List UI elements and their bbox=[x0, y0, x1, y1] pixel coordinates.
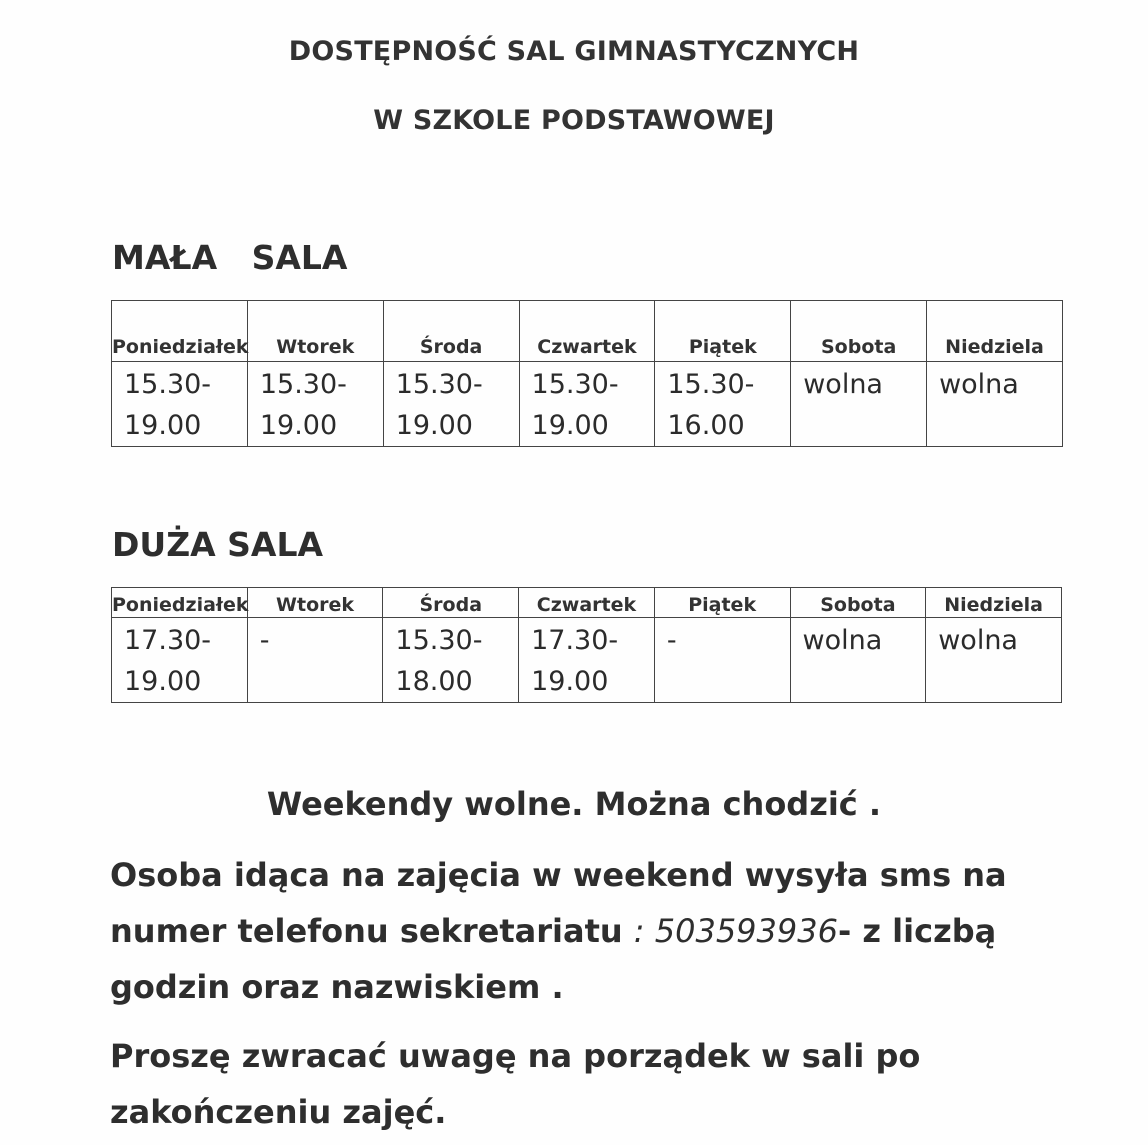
hours-value: wolna bbox=[802, 625, 883, 656]
hours-cell bbox=[519, 362, 655, 447]
hours-value: 15.30- 18.00 bbox=[395, 625, 483, 697]
sms-instruction-text-end: - z liczbą godzin oraz nazwiskiem . bbox=[110, 912, 997, 1006]
page-title: DOSTĘPNOŚĆ SAL GIMNASTYCZNYCH bbox=[288, 36, 860, 67]
table-header-row bbox=[112, 301, 1063, 362]
hours-cell bbox=[383, 362, 519, 447]
hours-value: 17.30- 19.00 bbox=[531, 625, 619, 697]
day-header: Sobota bbox=[790, 588, 926, 618]
order-note: Proszę zwracać uwagę na porządek w sali po zakończeniu zajęć. bbox=[110, 1037, 921, 1131]
phone-number: : 503593936 bbox=[633, 912, 838, 950]
day-header: Niedziela bbox=[926, 588, 1062, 618]
hours-cell bbox=[247, 362, 383, 447]
table-row bbox=[112, 618, 1062, 703]
weekend-note: Weekendy wolne. Można chodzić . bbox=[266, 785, 882, 823]
hours-value: - bbox=[259, 625, 270, 656]
hours-cell bbox=[112, 362, 248, 447]
day-header: Sobota bbox=[791, 301, 927, 362]
hours-value: 15.30- 19.00 bbox=[531, 369, 619, 441]
hours-cell bbox=[519, 618, 655, 703]
day-header: Piątek bbox=[655, 301, 791, 362]
hours-cell bbox=[791, 362, 927, 447]
day-header: Czwartek bbox=[519, 301, 655, 362]
large-hall-schedule-table bbox=[111, 587, 1062, 703]
sms-instruction bbox=[110, 847, 1120, 1015]
hours-value: wolna bbox=[938, 625, 1018, 656]
hours-cell bbox=[655, 362, 791, 447]
hours-value: wolna bbox=[939, 369, 1019, 400]
day-header: Niedziela bbox=[927, 301, 1063, 362]
day-header: Piątek bbox=[654, 588, 790, 618]
hours-value: 15.30- 16.00 bbox=[667, 369, 755, 441]
table-header-row bbox=[112, 588, 1062, 618]
hours-cell bbox=[247, 618, 383, 703]
day-header: Środa bbox=[383, 588, 519, 618]
hours-value: wolna bbox=[803, 369, 883, 400]
day-header: Wtorek bbox=[247, 588, 383, 618]
hours-value: 17.30- 19.00 bbox=[124, 625, 212, 697]
page-subtitle: W SZKOLE PODSTAWOWEJ bbox=[373, 105, 775, 136]
hours-cell bbox=[927, 362, 1063, 447]
hours-cell bbox=[790, 618, 926, 703]
hours-cell bbox=[926, 618, 1062, 703]
hours-cell bbox=[383, 618, 519, 703]
day-header: Środa bbox=[383, 301, 519, 362]
table-row bbox=[112, 362, 1063, 447]
sms-instruction-text: Osoba idąca na zajęcia w weekend wysyła sms na numer telefonu sekretariatu bbox=[110, 856, 1007, 950]
hours-value: - bbox=[666, 625, 677, 656]
small-hall-schedule-table bbox=[111, 300, 1063, 447]
hours-cell bbox=[112, 618, 248, 703]
day-header: Wtorek bbox=[247, 301, 383, 362]
hours-value: 15.30- 19.00 bbox=[124, 369, 212, 441]
day-header: Czwartek bbox=[519, 588, 655, 618]
day-header: Poniedziałek bbox=[112, 588, 248, 618]
hours-cell bbox=[654, 618, 790, 703]
small-hall-heading: MAŁA SALA bbox=[112, 238, 348, 277]
day-header: Poniedziałek bbox=[112, 301, 248, 362]
hours-value: 15.30- 19.00 bbox=[395, 369, 483, 441]
hours-value: 15.30- 19.00 bbox=[259, 369, 347, 441]
large-hall-heading: DUŻA SALA bbox=[112, 525, 324, 564]
